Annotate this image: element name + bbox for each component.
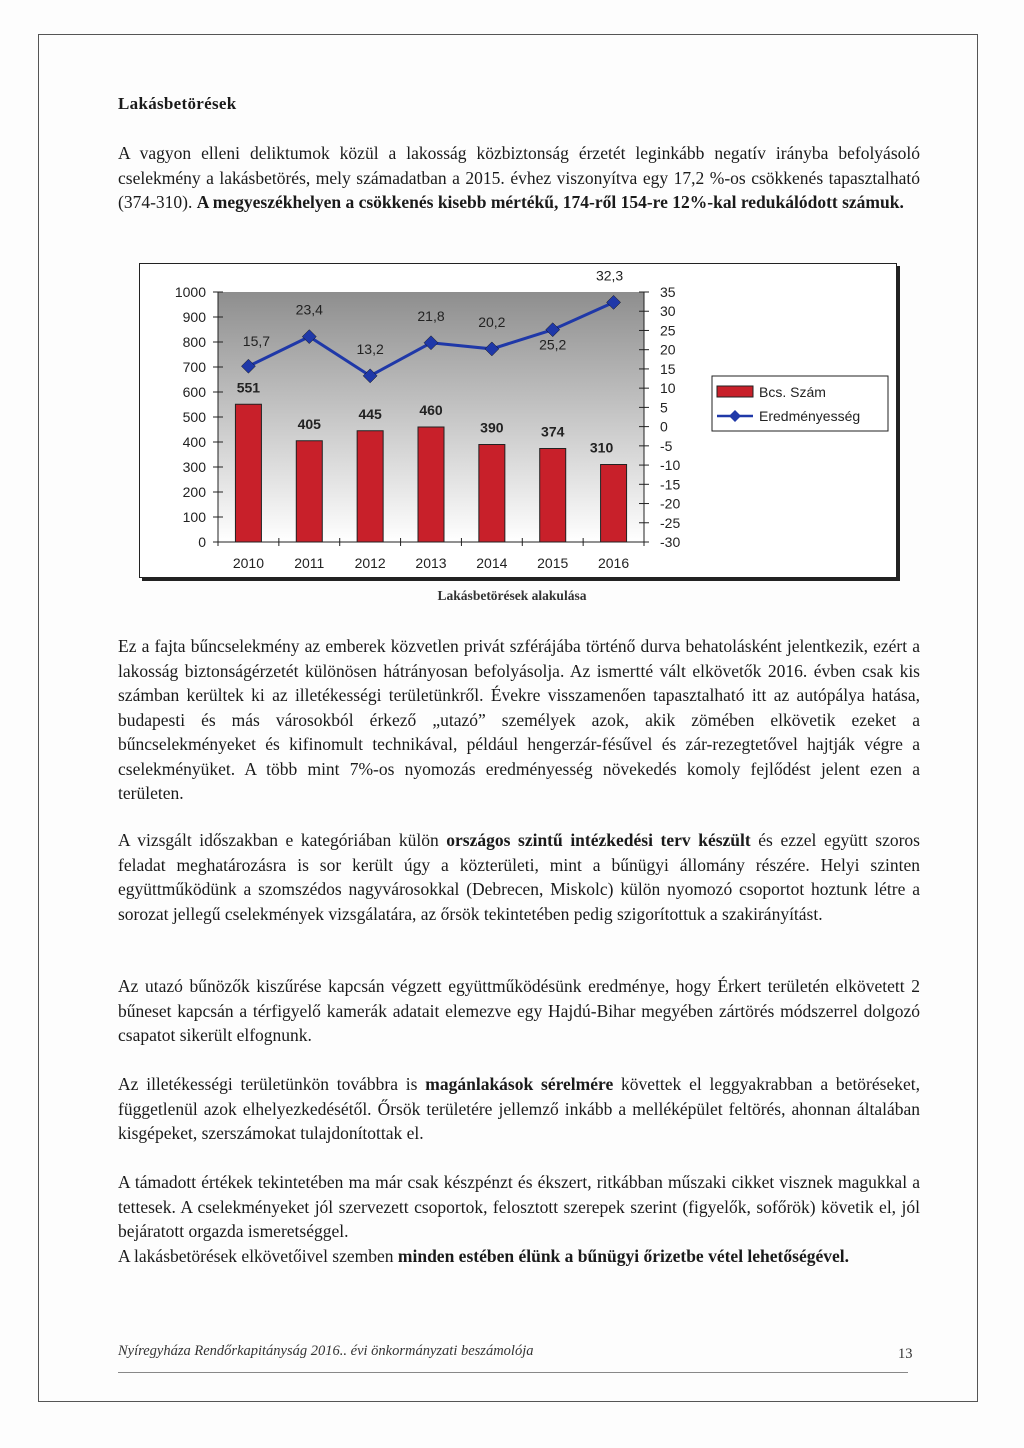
right-tick-label: 25 bbox=[660, 322, 676, 339]
p3-text-1: A vizsgált időszakban e kategóriában külön bbox=[118, 830, 447, 850]
p3-bold-text: országos szintű intézkedési terv készült bbox=[446, 830, 751, 850]
paragraph-3 bbox=[118, 828, 920, 926]
bar bbox=[296, 441, 322, 542]
right-tick-label: -20 bbox=[660, 495, 681, 512]
bar bbox=[357, 431, 383, 542]
left-tick-label: 0 bbox=[198, 534, 206, 550]
bar bbox=[235, 404, 261, 542]
right-tick-label: -25 bbox=[660, 514, 681, 531]
bar-value-label: 374 bbox=[541, 423, 565, 440]
footer-divider bbox=[118, 1372, 908, 1373]
left-tick-label: 200 bbox=[182, 484, 206, 500]
right-tick-label: -10 bbox=[660, 457, 681, 474]
bar-value-label: 390 bbox=[480, 419, 504, 436]
legend-line-label: Eredményesség bbox=[759, 408, 861, 424]
p6-text-1: A támadott értékek tekintetében ma már csak készpénzt és ékszert, ritkábban műszaki cikket visznek magukkal a tettesek. A cselekményeket jól szervezett csoportok, felosztott szerepek szerint (figyelők, sofőrök) követik el, jól bejáratott orgazda ismeretséggel. bbox=[118, 1172, 920, 1241]
burglary-chart bbox=[140, 264, 896, 577]
p6-text-2: A lakásbetörések elkövetőivel szemben bbox=[118, 1245, 398, 1266]
paragraph-5 bbox=[118, 1072, 920, 1146]
x-tick-label: 2014 bbox=[476, 555, 508, 571]
paragraph-2: Ez a fajta bűncselekmény az emberek közvetlen privát szférájába történő durva behatolásként jelentkezik, ezért a lakosság biztonságérzetét különösen hátrányosan befolyásolja. Az ismertté vált elkövetők 2016. évben csak kis számban kerültek ki az illetékességi területünkről. Évekre visszamenően tapasztalható itt az autópálya hatása, budapesti és más városokból érkező „utazó” személyek azok, akik zömében elkövetik ezeket a bűncselekményeket és kifinomult technikával, például hengerzár-fésűvel és zár-rezegtetővel hajtják végre a cselekményüket. A több mint 7%-os nyomozás eredményesség növekedés komoly fejlődést jelent ezen a területen. bbox=[118, 636, 920, 803]
right-tick-label: 5 bbox=[660, 399, 668, 416]
line-value-label: 25,2 bbox=[539, 336, 567, 353]
left-tick-label: 700 bbox=[182, 359, 206, 375]
left-tick-label: 600 bbox=[182, 384, 206, 400]
bar bbox=[418, 427, 444, 542]
chart-container bbox=[139, 263, 897, 578]
legend-bar-swatch bbox=[717, 386, 753, 397]
bar-value-label: 310 bbox=[589, 439, 614, 456]
line-value-label: 15,7 bbox=[242, 333, 271, 350]
left-tick-label: 900 bbox=[182, 309, 206, 325]
bar-value-label: 551 bbox=[236, 379, 261, 396]
legend-bar-label: Bcs. Szám bbox=[759, 384, 826, 400]
left-tick-label: 1000 bbox=[174, 284, 206, 300]
section-heading: Lakásbetörések bbox=[118, 94, 237, 113]
line-value-label: 21,8 bbox=[417, 307, 445, 324]
paragraph-intro bbox=[118, 141, 920, 215]
x-tick-label: 2012 bbox=[354, 555, 386, 571]
left-tick-label: 300 bbox=[182, 459, 206, 475]
left-tick-label: 100 bbox=[182, 509, 206, 525]
line-value-label: 13,2 bbox=[356, 340, 384, 357]
line-value-label: 23,4 bbox=[295, 301, 323, 318]
right-tick-label: 30 bbox=[660, 303, 676, 320]
right-tick-label: -15 bbox=[660, 476, 681, 493]
right-tick-label: 0 bbox=[660, 418, 668, 435]
bar-value-label: 405 bbox=[297, 415, 321, 432]
left-tick-label: 800 bbox=[182, 334, 206, 350]
intro-text: A vagyon elleni deliktumok közül a lakosság közbiztonság érzetét leginkább negatív irányba befolyásoló cselekmény a lakásbetörés, mely számadatban a 2015. évhez viszonyítva egy 17,2 %-os csökkenés tapasztalható (374-310). bbox=[118, 143, 920, 212]
x-tick-label: 2015 bbox=[537, 555, 569, 571]
line-value-label: 20,2 bbox=[478, 313, 506, 330]
page-number: 13 bbox=[898, 1346, 913, 1362]
right-tick-label: 35 bbox=[660, 284, 676, 300]
p5-bold-text: magánlakások sérelmére bbox=[425, 1074, 614, 1094]
bar bbox=[540, 449, 566, 543]
footer-text: Nyíregyháza Rendőrkapitányság 2016.. évi önkormányzati beszámolója bbox=[118, 1343, 534, 1359]
paragraph-4: Az utazó bűnözők kiszűrése kapcsán végzett együttműködésünk eredménye, hogy Érkert területén elkövetett 2 bűneset kapcsán a térfigyelő kamerák adatait elemezve egy Hajdú-Bihar megyében zártörés módszerrel dolgozó csapatot sikerült elfognunk. bbox=[118, 976, 920, 1045]
right-tick-label: 10 bbox=[660, 380, 676, 397]
x-tick-label: 2011 bbox=[294, 555, 325, 571]
bar-value-label: 460 bbox=[419, 402, 443, 418]
intro-bold-text: A megyeszékhelyen a csökkenés kisebb mértékű, 174-ről 154-re 12%-kal redukálódott számuk. bbox=[196, 192, 904, 212]
p6-bold-text: minden estében élünk a bűnügyi őrizetbe vétel lehetőségével. bbox=[397, 1245, 849, 1266]
chart-caption: Lakásbetörések alakulása bbox=[437, 588, 587, 603]
right-tick-label: -30 bbox=[660, 534, 681, 550]
x-tick-label: 2016 bbox=[597, 555, 630, 571]
right-tick-label: 20 bbox=[660, 341, 676, 358]
paragraph-6 bbox=[118, 1170, 920, 1268]
bar-value-label: 445 bbox=[358, 405, 382, 422]
right-tick-label: 15 bbox=[660, 360, 676, 377]
p5-text-2: követtek el leggyakrabban a betöréseket, függetlenül azok elhelyezkedésétől. Őrsök területére jellemző inkább a melléképület feltörés, ahonnan általában kisgépeket, szerszámokat tulajdonítottak el. bbox=[118, 1074, 920, 1143]
p5-text-1: Az illetékességi területünkön továbbra is bbox=[118, 1074, 426, 1094]
bar bbox=[479, 445, 505, 543]
x-tick-label: 2013 bbox=[415, 555, 447, 571]
right-tick-label: -5 bbox=[660, 437, 673, 454]
left-tick-label: 400 bbox=[182, 434, 206, 450]
x-tick-label: 2010 bbox=[232, 555, 265, 571]
line-value-label: 32,3 bbox=[595, 267, 624, 284]
bar bbox=[601, 465, 627, 543]
left-tick-label: 500 bbox=[182, 409, 206, 425]
p3-text-2: és ezzel együtt szoros feladat meghatározásra is sor került úgy a közterületi, mint a bűnügyi állomány részére. Helyi szinten együttműködünk a szomszédos nagyvárosokkal (Debrecen, Miskolc) külön nyomozó csoportot hoztunk létre a sorozat jellegű cselekmények vizsgálatára, az őrsök tekintetében pedig szigorítottuk a szakirányítást. bbox=[118, 830, 920, 924]
